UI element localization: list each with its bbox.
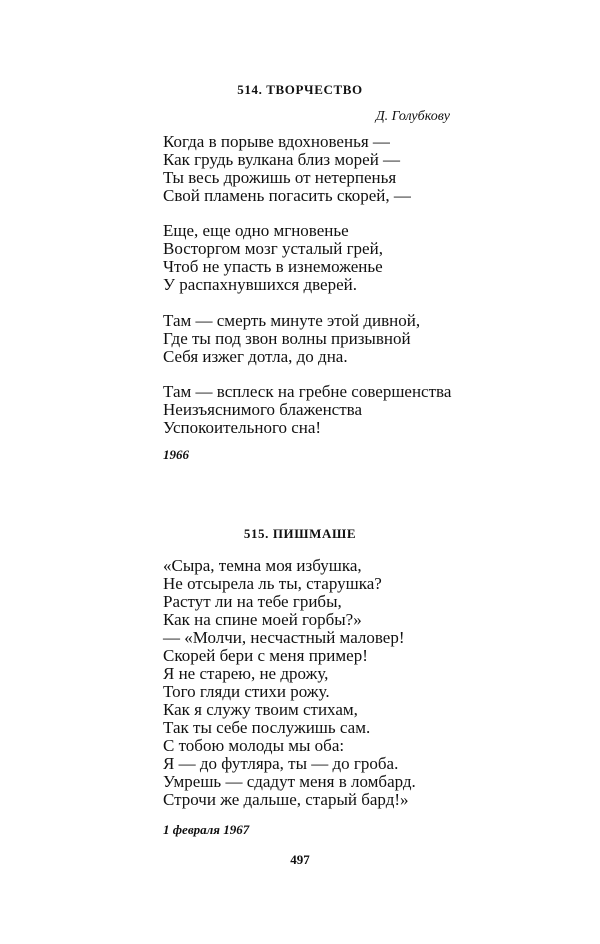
poem-title: 514. ТВОРЧЕСТВО [237, 82, 363, 97]
poem-line: Себя изжег дотла, до дна. [163, 347, 348, 366]
page-number: 497 [290, 852, 310, 867]
poem-date: 1966 [163, 447, 189, 462]
poem-dedication: Д. Голубкову [375, 109, 450, 124]
poem-stanza [163, 222, 383, 294]
poem-title: 515. ПИШМАШЕ [243, 526, 357, 541]
poem-line: Как грудь вулкана близ морей — [163, 150, 401, 169]
poem-stanza [163, 312, 420, 366]
poem-line: Неизъяснимого блаженства [163, 400, 362, 419]
poem-line: Скорей бери с меня пример! [163, 646, 368, 665]
poem-line: Ты весь дрожишь от нетерпенья [163, 168, 397, 187]
poem-line: Еще, еще одно мгновенье [163, 221, 349, 240]
poem-line: — «Молчи, несчастный маловер! [163, 628, 405, 647]
poem-line: Где ты под звон волны призывной [163, 329, 411, 348]
poem-date: 1 февраля 1967 [163, 822, 250, 837]
poem-line: Восторгом мозг усталый грей, [163, 239, 383, 258]
poem-line: Там — всплеск на гребне совершенства [163, 382, 452, 401]
poem-line: Не отсырела ль ты, старушка? [163, 574, 382, 593]
poem-line: Там — смерть минуте этой дивной, [163, 311, 421, 330]
poem-line: Умрешь — сдадут меня в ломбард. [163, 772, 416, 791]
poem-stanza [163, 383, 451, 437]
poem-line: Строчи же дальше, старый бард!» [163, 790, 409, 809]
poem-line: Так ты себе послужишь сам. [163, 718, 371, 737]
poem-line: Растут ли на тебе грибы, [163, 592, 342, 611]
poem-line: С тобою молоды мы оба: [163, 736, 345, 755]
poem-line: Как на спине моей горбы?» [163, 610, 362, 629]
poem-line: Успокоительного сна! [163, 418, 322, 437]
poem-line: Чтоб не упасть в изнеможенье [163, 257, 383, 276]
poem-line: У распахнувшихся дверей. [163, 275, 357, 294]
poem-line: Как я служу твоим стихам, [163, 700, 358, 719]
poem-line: Когда в порыве вдохновенья — [163, 132, 390, 151]
poem-line: Того гляди стихи рожу. [163, 682, 330, 701]
poem-line: «Сыра, темна моя избушка, [163, 556, 362, 575]
poem-stanza [163, 557, 416, 809]
poem-line: Я — до футляра, ты — до гроба. [163, 754, 399, 773]
poem-stanza [163, 133, 411, 205]
poem-line: Я не старею, не дрожу, [163, 664, 329, 683]
poem-line: Свой пламень погасить скорей, — [163, 186, 411, 205]
